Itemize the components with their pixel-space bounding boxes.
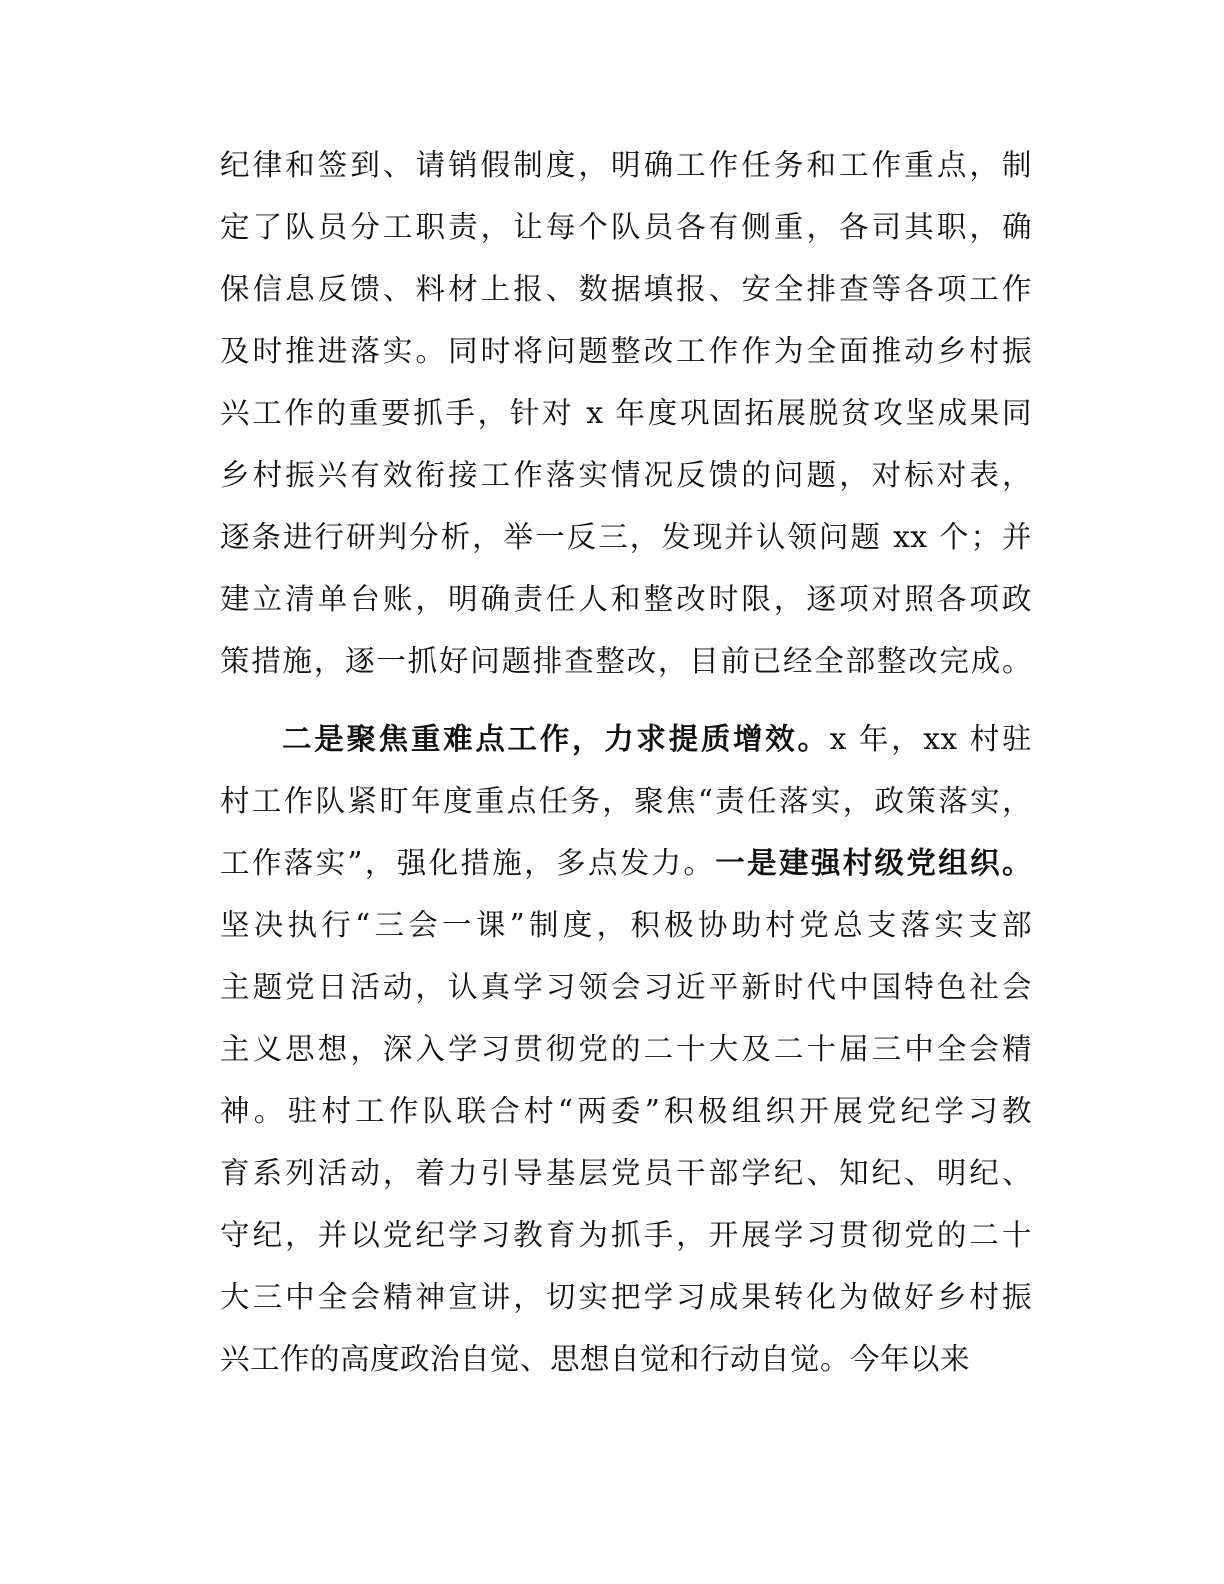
text-line: 神。驻村工作队联合村“两委”积极组织开展党纪学习教 bbox=[220, 1094, 1032, 1128]
paragraph-spacer bbox=[220, 692, 1032, 708]
document-body bbox=[220, 134, 1032, 1390]
text-line: 及时推进落实。同时将问题整改工作作为全面推动乡村振 bbox=[220, 334, 1032, 368]
text-line: 育系列活动，着力引导基层党员干部学纪、知纪、明纪、 bbox=[220, 1156, 1032, 1190]
text-line: 大三中全会精神宣讲，切实把学习成果转化为做好乡村振 bbox=[220, 1280, 1032, 1314]
text-line: 守纪，并以党纪学习教育为抓手，开展学习贯彻党的二十 bbox=[220, 1218, 1032, 1252]
text-line: 村工作队紧盯年度重点任务，聚焦“责任落实，政策落实， bbox=[220, 784, 1032, 818]
text-run: 工作落实”，强化措施，多点发力。 bbox=[220, 846, 716, 880]
text-line: 坚决执行“三会一课”制度，积极协助村党总支落实支部 bbox=[220, 908, 1032, 942]
text-line: 纪律和签到、请销假制度，明确工作任务和工作重点，制 bbox=[220, 148, 1032, 182]
text-line: 保信息反馈、料材上报、数据填报、安全排查等各项工作 bbox=[220, 272, 1032, 306]
sub-heading: 一是建强村级党组织。 bbox=[715, 846, 1032, 880]
text-run: x 年，xx 村驻 bbox=[829, 722, 1032, 756]
paragraph-2 bbox=[220, 708, 1032, 1390]
text-line: 兴工作的高度政治自觉、思想自觉和行动自觉。今年以来 bbox=[220, 1342, 971, 1376]
text-line-subheading bbox=[220, 832, 1032, 894]
section-heading: 二是聚焦重难点工作，力求提质增效。 bbox=[282, 722, 830, 756]
paragraph-1 bbox=[220, 134, 1032, 692]
text-line: 兴工作的重要抓手，针对 x 年度巩固拓展脱贫攻坚成果同 bbox=[220, 396, 1032, 430]
text-line: 建立清单台账，明确责任人和整改时限，逐项对照各项政 bbox=[220, 582, 1032, 616]
text-line: 定了队员分工职责，让每个队员各有侧重，各司其职，确 bbox=[220, 210, 1032, 244]
text-line: 逐条进行研判分析，举一反三，发现并认领问题 xx 个；并 bbox=[220, 520, 1032, 554]
text-line-heading bbox=[220, 708, 1032, 770]
text-line: 乡村振兴有效衔接工作落实情况反馈的问题，对标对表， bbox=[220, 458, 1032, 492]
text-line: 主题党日活动，认真学习领会习近平新时代中国特色社会 bbox=[220, 970, 1032, 1004]
text-line: 策措施，逐一抓好问题排查整改，目前已经全部整改完成。 bbox=[220, 644, 1032, 678]
text-line: 主义思想，深入学习贯彻党的二十大及二十届三中全会精 bbox=[220, 1032, 1032, 1066]
